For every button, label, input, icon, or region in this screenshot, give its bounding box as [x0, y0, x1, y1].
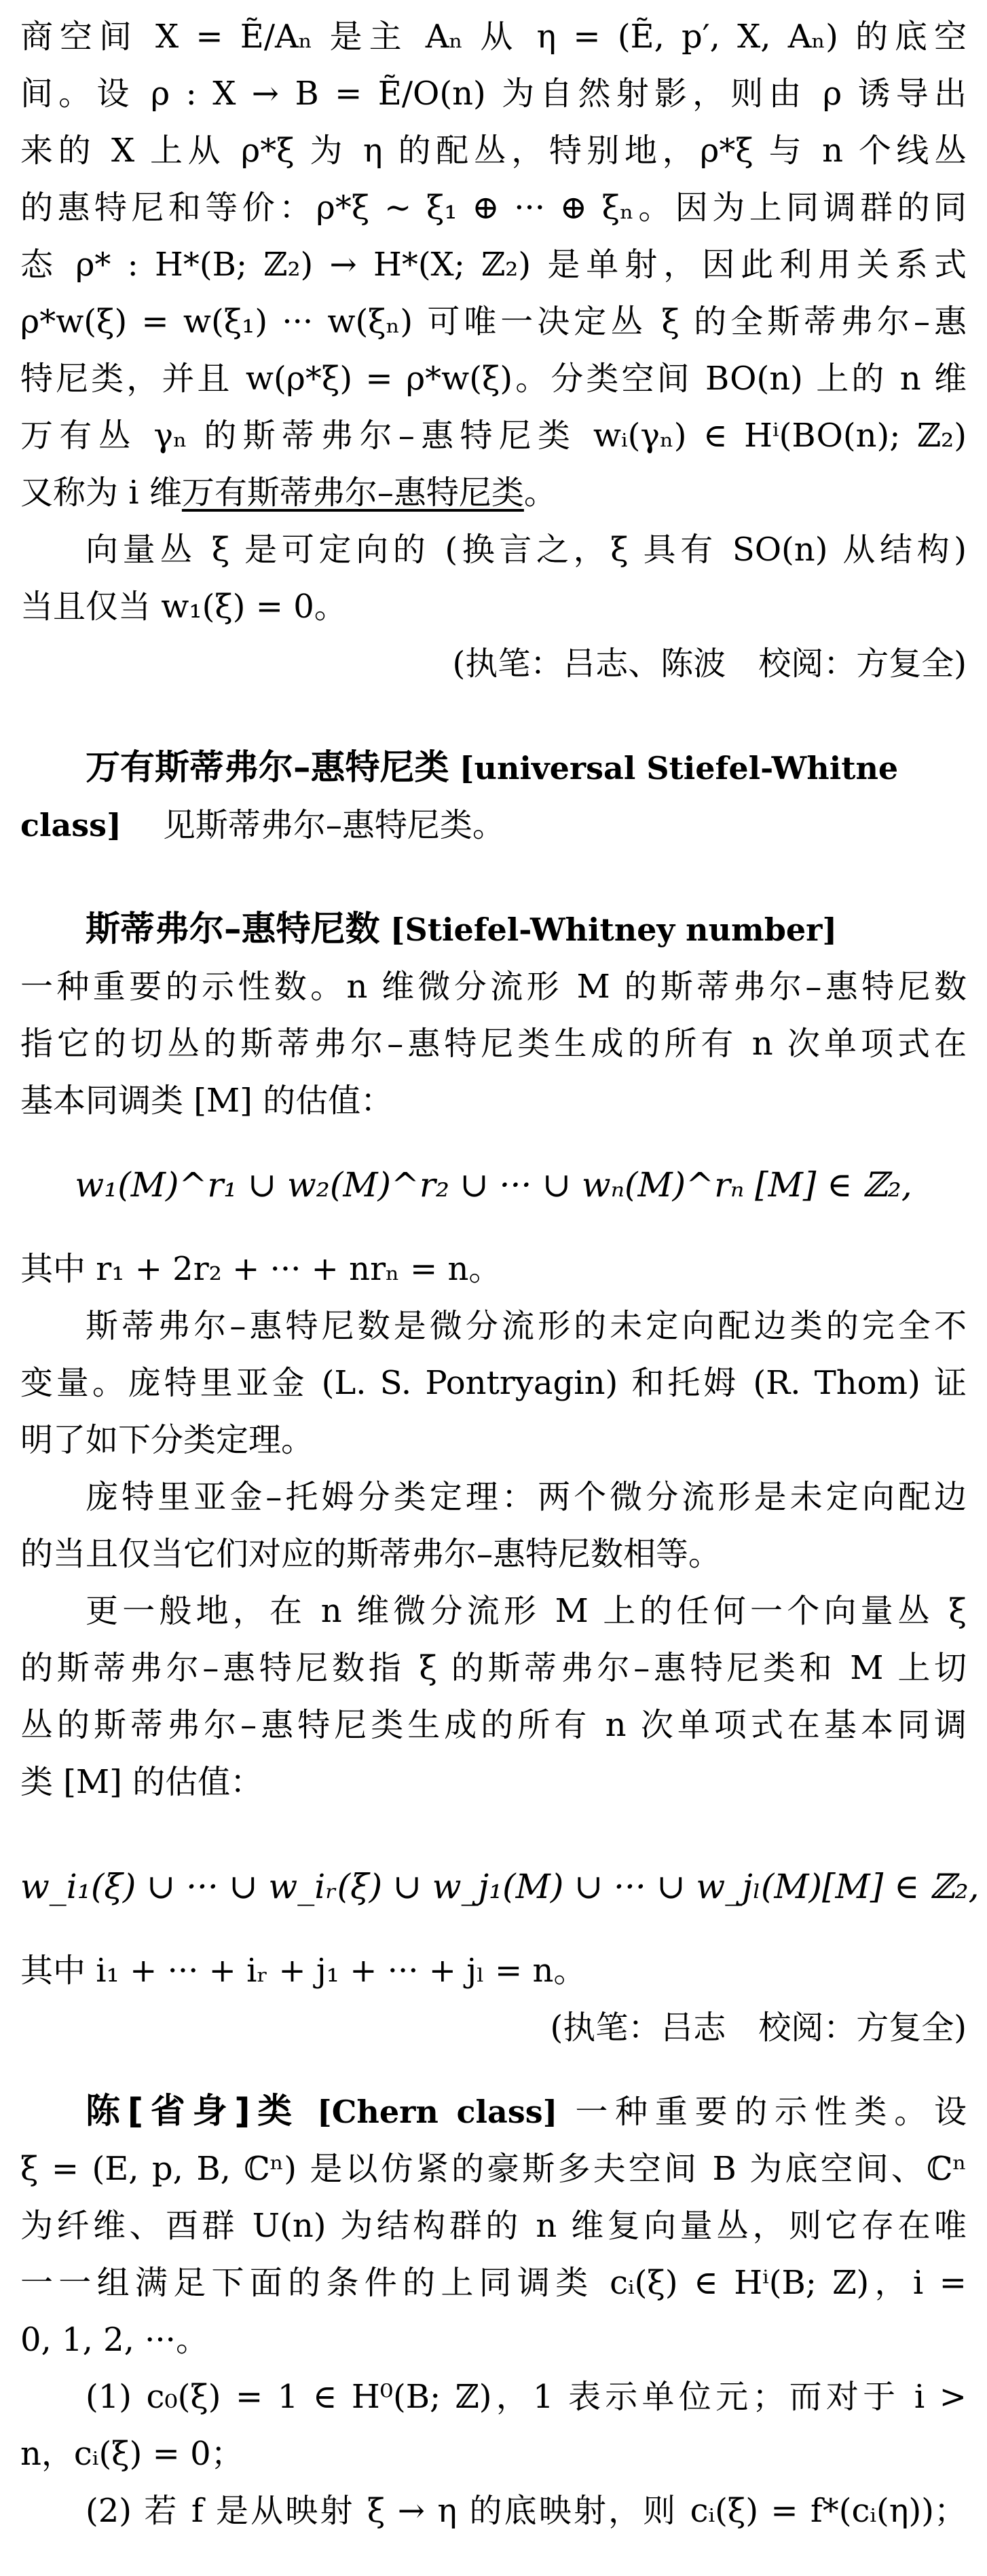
text-line: 当且仅当 w₁(ξ) = 0。: [20, 588, 347, 626]
list-item-text: (2) 若 f 是从映射 ξ → η 的底映射，则 cᵢ(ξ) = f*(cᵢ(η))；: [86, 2492, 967, 2530]
text-line: 向量丛 ξ 是可定向的 (换言之，ξ 具有 SO(n) 从结构): [86, 531, 967, 569]
cross-reference-term[interactable]: 万有斯蒂弗尔–惠特尼类: [181, 474, 524, 512]
text-line: 其中 i₁ + ··· + iᵣ + j₁ + ··· + jₗ = n。: [20, 1952, 586, 1990]
text-line: 万有丛 γₙ 的斯蒂弗尔–惠特尼类 wᵢ(γₙ) ∈ Hⁱ(BO(n); ℤ₂): [20, 417, 967, 455]
text-line: 的斯蒂弗尔–惠特尼数指 ξ 的斯蒂弗尔–惠特尼类和 M 上切: [20, 1649, 967, 1687]
text-line: 丛的斯蒂弗尔–惠特尼类生成的所有 n 次单项式在基本同调: [20, 1706, 967, 1744]
see-reference[interactable]: 见斯蒂弗尔–惠特尼类。: [162, 806, 505, 844]
text-line: [20, 464, 967, 521]
display-formula: w_i₁(ξ) ∪ ··· ∪ w_iᵣ(ξ) ∪ w_j₁(M) ∪ ··· ∪ w_jₗ(M)[M] ∈ ℤ₂,: [20, 1867, 980, 1906]
entry-english-title: [Stiefel-Whitney number]: [390, 911, 838, 948]
entry-heading: [20, 2083, 967, 2140]
text-line: 斯蒂弗尔–惠特尼数是微分流形的未定向配边类的完全不: [86, 1307, 967, 1345]
text-line: 间。设 ρ : X → B = Ẽ/O(n) 为自然射影，则由 ρ 诱导出: [20, 75, 967, 113]
text-line: 0, 1, 2, ···。: [20, 2321, 208, 2359]
text-line: [20, 797, 967, 854]
entry-title: 陈[省身]类: [86, 2091, 300, 2132]
list-item-text: n，cᵢ(ξ) = 0；: [20, 2435, 244, 2473]
document-page: [20, 8, 980, 2539]
text-line: ρ*w(ξ) = w(ξ₁) ··· w(ξₙ) 可唯一决定丛 ξ 的全斯蒂弗尔–惠: [20, 303, 967, 341]
text-fragment: 。: [523, 474, 557, 512]
text-line: 更一般地，在 n 维微分流形 M 上的任何一个向量丛 ξ: [86, 1592, 967, 1630]
author-byline: (执笔：吕志 校阅：方复全): [550, 2009, 967, 2047]
text-line: 特尼类，并且 w(ρ*ξ) = ρ*w(ξ)。分类空间 BO(n) 上的 n 维: [20, 360, 967, 398]
text-line: 态 ρ* : H*(B; ℤ₂) → H*(X; ℤ₂) 是单射，因此利用关系式: [20, 246, 967, 284]
entry-english-title-cont: class]: [20, 807, 122, 844]
list-item-text: (1) c₀(ξ) = 1 ∈ H⁰(B; ℤ)，1 表示单位元；而对于 i >: [86, 2378, 967, 2416]
section-stiefel-whitney-class-continuation: [20, 8, 967, 692]
section-stiefel-whitney-number: [20, 901, 980, 2056]
text-line: 的惠特尼和等价：ρ*ξ ∼ ξ₁ ⊕ ··· ⊕ ξₙ。因为上同调群的同: [20, 189, 967, 227]
display-formula: w₁(M)^r₁ ∪ w₂(M)^r₂ ∪ ··· ∪ wₙ(M)^rₙ [M] ∈ ℤ₂,: [75, 1165, 912, 1205]
section-chern-class: [20, 2083, 967, 2539]
text-line: 指它的切丛的斯蒂弗尔–惠特尼类生成的所有 n 次单项式在: [20, 1025, 967, 1063]
text-line: 一一组满足下面的条件的上同调类 cᵢ(ξ) ∈ Hⁱ(B; ℤ)，i =: [20, 2264, 967, 2302]
section-universal-stiefel-whitney-class: [20, 740, 967, 854]
entry-title: 万有斯蒂弗尔–惠特尼类: [86, 748, 449, 788]
text-line: ξ = (E, p, B, ℂⁿ) 是以仿紧的豪斯多夫空间 B 为底空间、ℂⁿ: [20, 2150, 967, 2188]
text-line: 为纤维、酉群 U(n) 为结构群的 n 维复向量丛，则它存在唯: [20, 2207, 967, 2245]
entry-title: 斯蒂弗尔–惠特尼数: [86, 909, 380, 949]
entry-heading: [20, 901, 967, 958]
text-line: 来的 X 上从 ρ*ξ 为 η 的配丛，特别地，ρ*ξ 与 n 个线丛: [20, 132, 967, 170]
text-line: 类 [M] 的估值：: [20, 1763, 263, 1801]
text-line: 基本同调类 [M] 的估值：: [20, 1082, 394, 1120]
text-line: 商空间 X = Ẽ/Aₙ 是主 Aₙ 从 η = (Ẽ, p′, X, Aₙ) 的底空: [20, 18, 967, 56]
text-line: 明了如下分类定理。: [20, 1421, 314, 1459]
text-fragment: 一种重要的示性类。设: [575, 2093, 967, 2131]
entry-heading: [20, 740, 967, 797]
entry-english-title: [universal Stiefel-Whitne: [459, 750, 899, 787]
text-line: 的当且仅当它们对应的斯蒂弗尔–惠特尼数相等。: [20, 1535, 722, 1573]
text-line: 变量。庞特里亚金 (L. S. Pontryagin) 和托姆 (R. Thom) 证: [20, 1364, 967, 1402]
text-fragment: 又称为 i 维: [20, 474, 182, 512]
text-line: 一种重要的示性数。n 维微分流形 M 的斯蒂弗尔–惠特尼数: [20, 968, 967, 1006]
text-line: 其中 r₁ + 2r₂ + ··· + nrₙ = n。: [20, 1250, 502, 1288]
text-line: 庞特里亚金–托姆分类定理：两个微分流形是未定向配边: [86, 1478, 967, 1516]
entry-english-title: [Chern class]: [317, 2094, 558, 2130]
author-byline: (执笔：吕志、陈波 校阅：方复全): [452, 645, 967, 683]
